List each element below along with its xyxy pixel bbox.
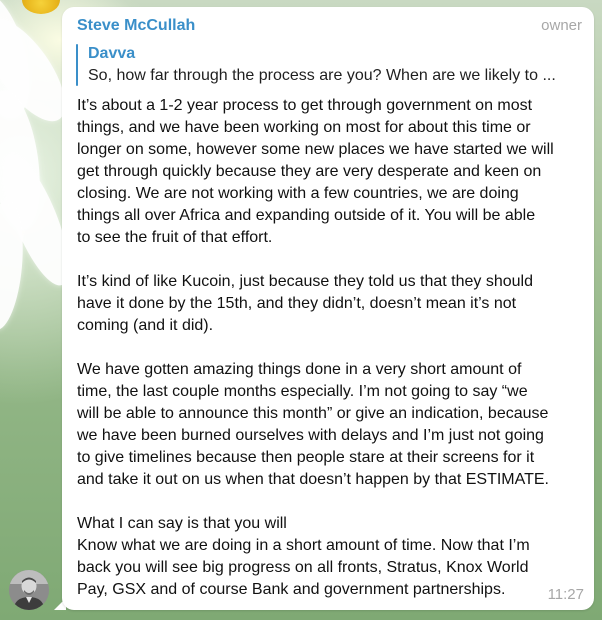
- message-line: What I can say is that you will: [77, 515, 287, 532]
- message-paragraph: [77, 95, 587, 249]
- sender-avatar[interactable]: [9, 570, 49, 610]
- message-line: to give timelines because then people stare at their screens for it: [77, 449, 535, 466]
- message-line: Know what we are doing in a short amount of time. Now that I’m: [77, 537, 530, 554]
- message-bubble[interactable]: [62, 7, 594, 610]
- message-line: We have gotten amazing things done in a very short amount of: [77, 361, 522, 378]
- message-line: closing. We are not working with a few countries, we are doing: [77, 185, 519, 202]
- message-line: back you will see big progress on all fronts, Stratus, Knox World: [77, 559, 529, 576]
- reply-author: Davva: [88, 45, 136, 62]
- message-line: things, and we have been working on most for about this time or: [77, 119, 531, 136]
- reply-text: So, how far through the process are you? When are we likely to ...: [88, 67, 556, 84]
- message-paragraph: [77, 359, 587, 491]
- message-line: will be able to announce this month” or give an indication, because: [77, 405, 549, 422]
- message-line: things all over Africa and expanding outside of it. You will be able: [77, 207, 536, 224]
- reply-quote[interactable]: [76, 43, 581, 87]
- reply-quote-bar: [76, 44, 78, 86]
- message-line: get through quickly because they are very desperate and keen on: [77, 163, 542, 180]
- sender-name[interactable]: Steve McCullah: [77, 17, 196, 34]
- message-line: and take it out on us when that doesn’t happen by that ESTIMATE.: [77, 471, 549, 488]
- role-badge: owner: [541, 17, 582, 34]
- message-line: time, the last couple months especially. I’m not going to say “we: [77, 383, 528, 400]
- message-line: to see the fruit of that effort.: [77, 229, 273, 246]
- message-line: we have been burned ourselves with delays and I’m just not going: [77, 427, 544, 444]
- avatar-photo-icon: [9, 570, 49, 610]
- message-line: coming (and it did).: [77, 317, 214, 334]
- message-paragraph: [77, 513, 587, 601]
- message-line: It’s kind of like Kucoin, just because they told us that they should: [77, 273, 533, 290]
- message-line: longer on some, however some new places we have started we will: [77, 141, 554, 158]
- message-body: [77, 95, 587, 601]
- message-paragraph: [77, 271, 587, 337]
- message-timestamp: 11:27: [547, 586, 584, 603]
- message-line: have it done by the 15th, and they didn’t, doesn’t mean it’s not: [77, 295, 517, 312]
- message-line: Pay, GSX and of course Bank and government partnerships.: [77, 581, 506, 598]
- daisy-centre: [22, 0, 60, 14]
- message-line: It’s about a 1-2 year process to get through government on most: [77, 97, 533, 114]
